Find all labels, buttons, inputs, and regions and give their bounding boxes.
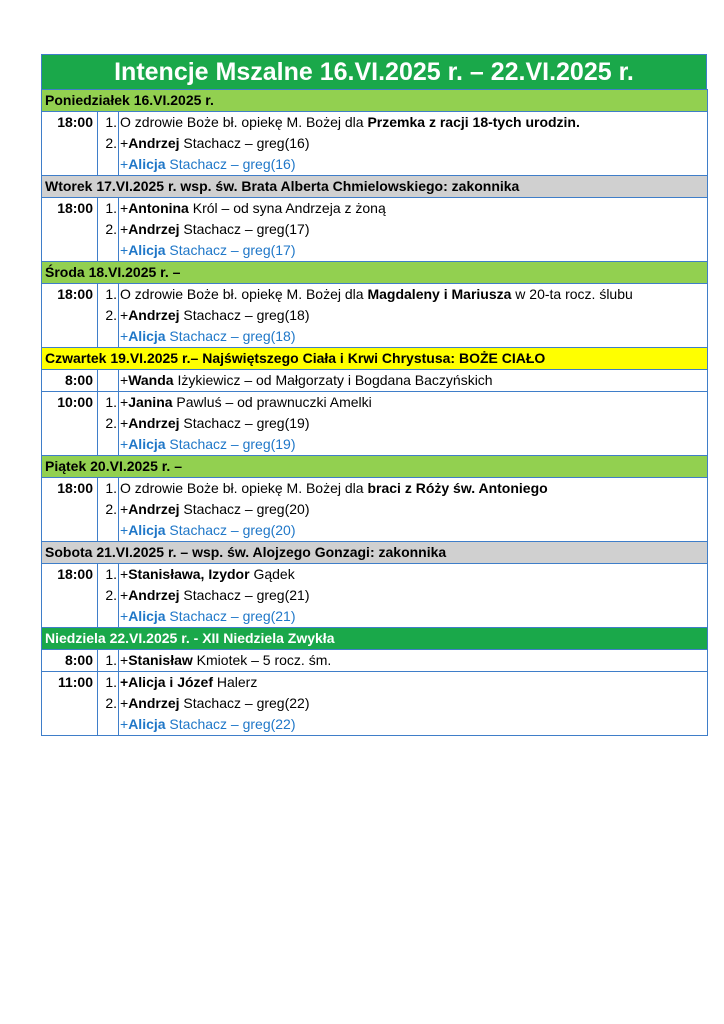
- intention-text: [120, 606, 707, 627]
- intention-name: Andrzej: [128, 415, 180, 431]
- intention-prefix: +: [120, 242, 129, 258]
- intentions-sheet: [41, 54, 707, 736]
- intention-text: [120, 478, 707, 499]
- intention-suffix: Stachacz – greg(20): [179, 501, 310, 517]
- intention-list: [119, 112, 708, 176]
- mass-time: 8:00: [42, 370, 98, 392]
- intention-suffix: Stachacz – greg(20): [165, 522, 296, 538]
- intention-number: 1.: [105, 286, 117, 302]
- intention-prefix: +: [120, 156, 129, 172]
- intention-number: 2.: [105, 695, 117, 711]
- intention-suffix: Stachacz – greg(17): [179, 221, 310, 237]
- intention-name: Andrzej: [128, 587, 180, 603]
- intention-number: [98, 154, 117, 175]
- intention-prefix: +: [120, 436, 129, 452]
- intention-prefix: +: [120, 372, 129, 388]
- intention-prefix: +: [120, 566, 129, 582]
- intention-text: [120, 284, 707, 305]
- intention-number: [98, 370, 117, 391]
- intention-text: [120, 370, 707, 391]
- mass-time: 18:00: [42, 284, 98, 348]
- mass-time: 8:00: [42, 650, 98, 672]
- intention-text: [120, 585, 707, 606]
- intention-name: Wanda: [128, 372, 174, 388]
- day-header-row: [42, 456, 708, 478]
- mass-time: 18:00: [42, 478, 98, 542]
- intention-name: Alicja: [128, 608, 166, 624]
- intention-prefix: +: [120, 221, 129, 237]
- intention-list: [119, 478, 708, 542]
- intention-suffix: Stachacz – greg(22): [179, 695, 310, 711]
- intention-number: [98, 434, 117, 455]
- intention-list: [119, 564, 708, 628]
- intention-name: Alicja: [128, 522, 166, 538]
- intention-numbers: [98, 650, 119, 672]
- page-title: Intencje Mszalne 16.VI.2025 r. – 22.VI.2025 r.: [41, 54, 707, 89]
- intention-text: [120, 434, 707, 455]
- intention-number: [98, 714, 117, 735]
- intention-suffix: Kmiotek – 5 rocz. śm.: [192, 652, 332, 668]
- intention-name: Andrzej: [128, 221, 180, 237]
- intention-number: 1.: [105, 566, 117, 582]
- day-header: Środa 18.VI.2025 r. –: [42, 262, 708, 284]
- intention-list: [119, 650, 708, 672]
- day-header-row: [42, 628, 708, 650]
- intention-text: [120, 240, 707, 261]
- intention-number: [98, 240, 117, 261]
- intention-text: [120, 112, 707, 133]
- intention-numbers: [98, 478, 119, 542]
- intention-prefix: +: [120, 695, 129, 711]
- mass-row: [42, 564, 708, 628]
- intention-prefix: +: [120, 522, 129, 538]
- intention-name: Andrzej: [128, 695, 180, 711]
- day-header: Czwartek 19.VI.2025 r.– Najświętszego Ciała i Krwi Chrystusa: BOŻE CIAŁO: [42, 348, 708, 370]
- intention-number: 2.: [105, 135, 117, 151]
- intention-text: [120, 520, 707, 541]
- intention-name: Alicja: [128, 436, 166, 452]
- intention-name: Janina: [128, 394, 173, 410]
- intention-numbers: [98, 564, 119, 628]
- intention-prefix: +: [120, 587, 129, 603]
- intention-numbers: [98, 284, 119, 348]
- intention-number: [98, 520, 117, 541]
- intention-number: 2.: [105, 221, 117, 237]
- mass-time: 10:00: [42, 392, 98, 456]
- intention-prefix: +: [120, 716, 129, 732]
- intention-number: 1.: [105, 480, 117, 496]
- intention-suffix: Stachacz – greg(18): [165, 328, 296, 344]
- day-header: Wtorek 17.VI.2025 r. wsp. św. Brata Alberta Chmielowskiego: zakonnika: [42, 176, 708, 198]
- intention-numbers: [98, 392, 119, 456]
- intention-numbers: [98, 198, 119, 262]
- intention-name: Magdaleny i Mariusza: [367, 286, 512, 302]
- intention-number: 2.: [105, 501, 117, 517]
- intention-number: 1.: [105, 114, 117, 130]
- intention-name: braci z Róży św. Antoniego: [367, 480, 548, 496]
- intention-suffix: Stachacz – greg(16): [179, 135, 310, 151]
- intention-text: [120, 154, 707, 175]
- mass-row: [42, 650, 708, 672]
- intention-number: 2.: [105, 307, 117, 323]
- mass-row: [42, 198, 708, 262]
- intention-text: [120, 672, 707, 693]
- day-header-row: [42, 90, 708, 112]
- intention-prefix: O zdrowie Boże bł. opiekę M. Bożej dla: [120, 286, 368, 302]
- intention-number: 1.: [105, 394, 117, 410]
- intention-prefix: O zdrowie Boże bł. opiekę M. Bożej dla: [120, 114, 368, 130]
- intention-text: [120, 714, 707, 735]
- intention-prefix: O zdrowie Boże bł. opiekę M. Bożej dla: [120, 480, 368, 496]
- day-header: Niedziela 22.VI.2025 r. - XII Niedziela Zwykła: [42, 628, 708, 650]
- mass-time: 11:00: [42, 672, 98, 736]
- intention-suffix: Stachacz – greg(21): [179, 587, 310, 603]
- mass-time: 18:00: [42, 198, 98, 262]
- intention-text: [120, 564, 707, 585]
- intention-name: Stanisława, Izydor: [128, 566, 250, 582]
- intention-suffix: Stachacz – greg(22): [165, 716, 296, 732]
- intention-name: Andrzej: [128, 135, 180, 151]
- mass-row: [42, 672, 708, 736]
- intention-suffix: Stachacz – greg(19): [179, 415, 310, 431]
- intention-suffix: Iżykiewicz – od Małgorzaty i Bogdana Baczyńskich: [173, 372, 493, 388]
- mass-row: [42, 112, 708, 176]
- intention-text: [120, 499, 707, 520]
- intention-number: 1.: [105, 674, 117, 690]
- intention-prefix: +: [120, 501, 129, 517]
- intention-name: Andrzej: [128, 307, 180, 323]
- intention-name: +Alicja i Józef: [120, 674, 213, 690]
- intention-suffix: w 20-ta rocz. ślubu: [511, 286, 633, 302]
- mass-row: [42, 284, 708, 348]
- mass-row: [42, 478, 708, 542]
- intention-prefix: +: [120, 200, 129, 216]
- intention-text: [120, 693, 707, 714]
- intention-text: [120, 326, 707, 347]
- day-header-row: [42, 262, 708, 284]
- intention-list: [119, 284, 708, 348]
- intention-number: [98, 326, 117, 347]
- intention-prefix: +: [120, 394, 129, 410]
- intention-name: Andrzej: [128, 501, 180, 517]
- intention-number: [98, 606, 117, 627]
- intention-name: Alicja: [128, 156, 166, 172]
- intention-number: 1.: [105, 652, 117, 668]
- intention-suffix: Król – od syna Andrzeja z żoną: [188, 200, 386, 216]
- intention-suffix: Stachacz – greg(16): [165, 156, 296, 172]
- intention-numbers: [98, 112, 119, 176]
- intention-name: Antonina: [128, 200, 189, 216]
- mass-time: 18:00: [42, 564, 98, 628]
- intention-prefix: +: [120, 307, 129, 323]
- mass-time: 18:00: [42, 112, 98, 176]
- intention-list: [119, 370, 708, 392]
- day-header-row: [42, 176, 708, 198]
- intention-numbers: [98, 672, 119, 736]
- day-header-row: [42, 542, 708, 564]
- intention-suffix: Stachacz – greg(17): [165, 242, 296, 258]
- intention-suffix: Pawluś – od prawnuczki Amelki: [172, 394, 372, 410]
- intention-suffix: Gądek: [249, 566, 295, 582]
- day-header: Poniedziałek 16.VI.2025 r.: [42, 90, 708, 112]
- intention-prefix: +: [120, 608, 129, 624]
- intention-name: Alicja: [128, 716, 166, 732]
- intention-prefix: +: [120, 328, 129, 344]
- intention-text: [120, 413, 707, 434]
- intention-text: [120, 305, 707, 326]
- intention-name: Stanisław: [128, 652, 193, 668]
- intention-text: [120, 650, 707, 671]
- intention-number: 1.: [105, 200, 117, 216]
- intention-text: [120, 198, 707, 219]
- mass-row: [42, 392, 708, 456]
- day-header: Piątek 20.VI.2025 r. –: [42, 456, 708, 478]
- intention-list: [119, 392, 708, 456]
- intention-list: [119, 672, 708, 736]
- intention-number: 2.: [105, 415, 117, 431]
- intention-number: 2.: [105, 587, 117, 603]
- intention-list: [119, 198, 708, 262]
- intention-prefix: +: [120, 135, 129, 151]
- day-header-row: [42, 348, 708, 370]
- intention-suffix: Halerz: [212, 674, 258, 690]
- intention-text: [120, 219, 707, 240]
- intention-suffix: Stachacz – greg(21): [165, 608, 296, 624]
- intention-prefix: +: [120, 415, 129, 431]
- intention-name: Przemka z racji 18-tych urodzin.: [367, 114, 580, 130]
- intention-text: [120, 392, 707, 413]
- day-header: Sobota 21.VI.2025 r. – wsp. św. Alojzego Gonzagi: zakonnika: [42, 542, 708, 564]
- intention-name: Alicja: [128, 242, 166, 258]
- intentions-table: [41, 89, 708, 736]
- mass-row: [42, 370, 708, 392]
- intention-prefix: +: [120, 652, 129, 668]
- intention-suffix: Stachacz – greg(18): [179, 307, 310, 323]
- intention-suffix: Stachacz – greg(19): [165, 436, 296, 452]
- intention-text: [120, 133, 707, 154]
- intention-numbers: [98, 370, 119, 392]
- intention-name: Alicja: [128, 328, 166, 344]
